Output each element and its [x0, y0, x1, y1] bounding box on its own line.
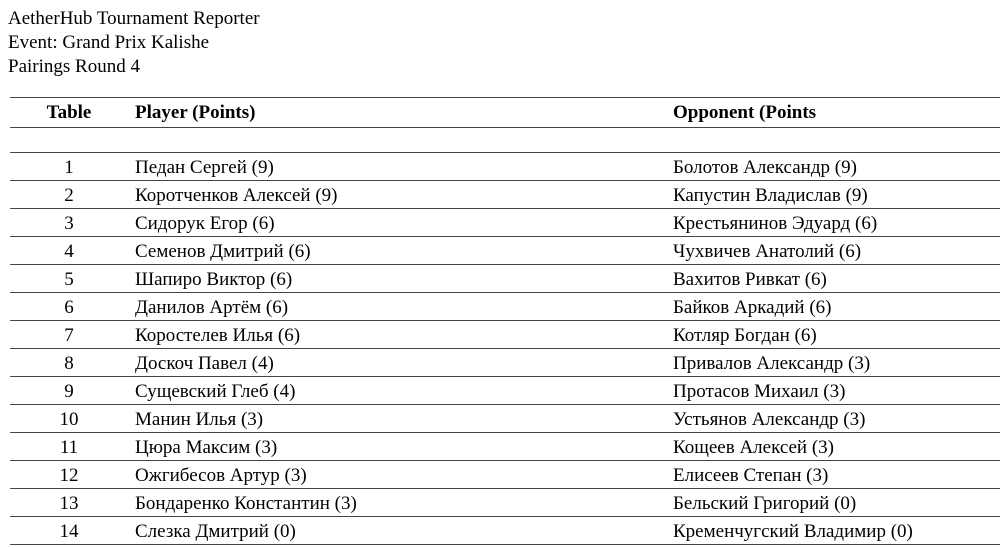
table-row [10, 153, 1000, 181]
player-cell: Семенов Дмитрий (6) [128, 237, 673, 265]
table-row [10, 461, 1000, 489]
table-number: 9 [10, 377, 128, 405]
report-header [8, 7, 260, 79]
player-cell: Ожгибесов Артур (3) [128, 461, 673, 489]
opponent-cell: Протасов Михаил (3) [673, 377, 1000, 405]
table-row [10, 293, 1000, 321]
table-number: 1 [10, 153, 128, 181]
table-row [10, 321, 1000, 349]
header-spacer [10, 128, 1000, 153]
table-row [10, 181, 1000, 209]
player-cell: Доскоч Павел (4) [128, 349, 673, 377]
opponent-cell: Крестьянинов Эдуард (6) [673, 209, 1000, 237]
opponent-cell: Котляр Богдан (6) [673, 321, 1000, 349]
header-row [10, 98, 1000, 128]
opponent-cell: Привалов Александр (3) [673, 349, 1000, 377]
table-row [10, 209, 1000, 237]
table-number: 6 [10, 293, 128, 321]
event-name: Event: Grand Prix Kalishe [8, 32, 210, 53]
opponent-cell: Бельский Григорий (0) [673, 489, 1000, 517]
table-number: 8 [10, 349, 128, 377]
table-number: 3 [10, 209, 128, 237]
table-row [10, 405, 1000, 433]
player-cell: Коротченков Алексей (9) [128, 181, 673, 209]
table-number: 13 [10, 489, 128, 517]
table-row [10, 265, 1000, 293]
opponent-cell: Болотов Александр (9) [673, 153, 1000, 181]
player-cell: Сущевский Глеб (4) [128, 377, 673, 405]
player-cell: Манин Илья (3) [128, 405, 673, 433]
table-number: 5 [10, 265, 128, 293]
table-number: 11 [10, 433, 128, 461]
opponent-cell: Кощеев Алексей (3) [673, 433, 1000, 461]
table-number: 12 [10, 461, 128, 489]
table-row [10, 349, 1000, 377]
player-cell: Сидорук Егор (6) [128, 209, 673, 237]
opponent-cell: Чухвичев Анатолий (6) [673, 237, 1000, 265]
table-number: 2 [10, 181, 128, 209]
table-number: 7 [10, 321, 128, 349]
player-cell: Цюра Максим (3) [128, 433, 673, 461]
header-spacer-row [10, 128, 1000, 153]
pairing-rows [10, 153, 1000, 545]
table-number: 14 [10, 517, 128, 545]
table-number: 4 [10, 237, 128, 265]
player-cell: Слезка Дмитрий (0) [128, 517, 673, 545]
opponent-cell: Капустин Владислав (9) [673, 181, 1000, 209]
column-header-table: Table [10, 98, 128, 128]
pairings-table [10, 97, 1000, 545]
app-title: AetherHub Tournament Reporter [8, 8, 260, 29]
table-number: 10 [10, 405, 128, 433]
table-row [10, 517, 1000, 545]
player-cell: Данилов Артём (6) [128, 293, 673, 321]
round-title: Pairings Round 4 [8, 56, 140, 77]
table-row [10, 489, 1000, 517]
player-cell: Педан Сергей (9) [128, 153, 673, 181]
table-row [10, 237, 1000, 265]
opponent-cell: Елисеев Степан (3) [673, 461, 1000, 489]
opponent-cell: Кременчугский Владимир (0) [673, 517, 1000, 545]
opponent-cell: Устьянов Александр (3) [673, 405, 1000, 433]
player-cell: Коростелев Илья (6) [128, 321, 673, 349]
table-row [10, 377, 1000, 405]
table-row [10, 433, 1000, 461]
player-cell: Шапиро Виктор (6) [128, 265, 673, 293]
column-header-opponent: Opponent (Points [673, 98, 1000, 128]
column-header-player: Player (Points) [128, 98, 673, 128]
player-cell: Бондаренко Константин (3) [128, 489, 673, 517]
opponent-cell: Вахитов Ривкат (6) [673, 265, 1000, 293]
opponent-cell: Байков Аркадий (6) [673, 293, 1000, 321]
